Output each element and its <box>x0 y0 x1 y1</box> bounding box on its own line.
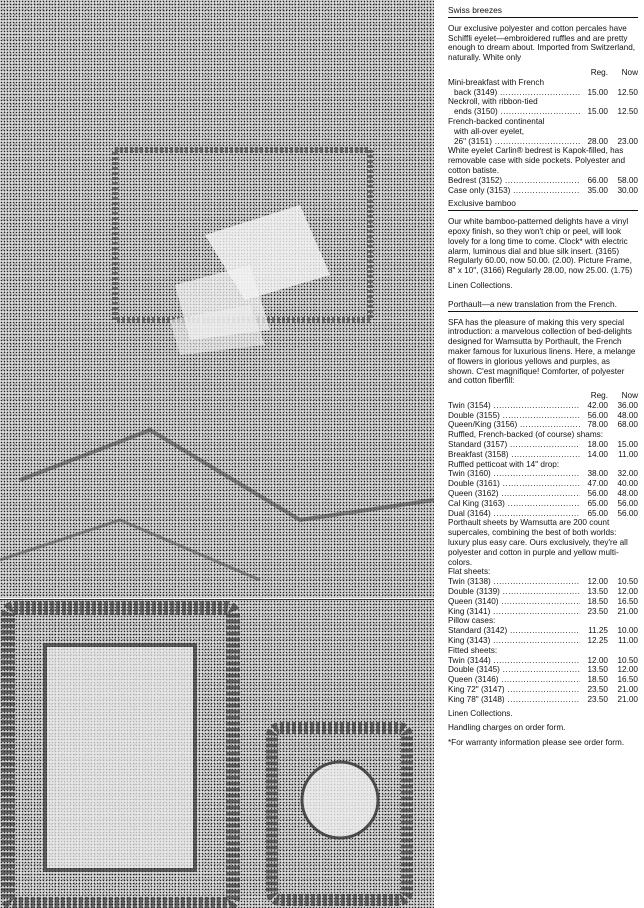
price-now: 12.50 <box>617 87 638 97</box>
bedrest-row <box>448 186 638 196</box>
swiss-item-name: Mini-breakfast with French <box>448 77 545 87</box>
price-row <box>448 411 638 421</box>
bamboo-products-photo <box>0 599 434 908</box>
price-now: 21.00 <box>617 685 638 694</box>
now-column-label: Now <box>621 67 638 77</box>
price-now: 68.00 <box>617 420 638 430</box>
price-now: 32.00 <box>617 469 638 479</box>
item-name: Standard (3142) ..... <box>448 626 580 636</box>
price-now: 15.00 <box>617 440 638 450</box>
item-name: Case only (3153) ..... <box>448 186 580 196</box>
price-reg: 65.00 <box>587 508 608 518</box>
price-row <box>448 489 638 499</box>
warranty-note: *For warranty information please see order form. <box>448 738 625 748</box>
item-name: Double (3161) ..... <box>448 479 580 489</box>
price-reg: 13.50 <box>587 587 608 597</box>
now-column-label: Now <box>621 391 638 401</box>
reg-column-label: Reg. <box>590 67 608 77</box>
bamboo-products-outline <box>0 600 434 908</box>
price-row <box>448 577 638 587</box>
swiss-item-sub: 26" (3151) ..... <box>454 137 580 147</box>
price-reg: 23.50 <box>587 694 608 704</box>
price-now: 21.00 <box>617 694 638 704</box>
price-reg: 18.50 <box>587 675 608 685</box>
bamboo-body: Our white bamboo-patterned delights have a vinyl epoxy finish, so they won't chip or peel, will look lovely for a long time to come. Clock* with electric alarm, luminous dial and blue silk insert. (3165) Regularly 60.00, now 50.00. (2.00). Picture Frame, 8" x 10", (3166) Regularly 28.00, now 25.00. (1.75) <box>448 217 633 276</box>
price-reg: 56.00 <box>587 489 608 499</box>
price-now: 36.00 <box>617 400 638 410</box>
price-reg: 18.00 <box>587 440 608 450</box>
bedrest-note: White eyelet Carlin® bedrest is Kapok-filled, has removable case with side pockets. Polyester and cotton batiste. <box>448 146 626 175</box>
porthault-heading: Porthault—a new translation from the French. <box>448 300 638 312</box>
fitted-sheets-list <box>448 656 638 705</box>
price-now: 40.00 <box>617 479 638 489</box>
reg-column-label: Reg. <box>590 391 608 401</box>
price-reg: 35.00 <box>587 185 608 195</box>
price-row <box>448 450 638 460</box>
swiss-item-name-2: with all-over eyelet, <box>454 126 525 136</box>
price-reg: 11.25 <box>588 626 608 636</box>
price-row <box>448 420 638 430</box>
flat-sheets-list <box>448 577 638 616</box>
swiss-item-sub: ends (3150) ..... <box>454 107 580 117</box>
price-reg: 13.50 <box>587 665 608 675</box>
item-name: King 72" (3147) ..... <box>448 685 580 695</box>
swiss-heading: Swiss breezes <box>448 6 638 18</box>
item-name: Double (3139) ..... <box>448 587 580 597</box>
swiss-item <box>448 117 638 146</box>
price-row <box>448 665 638 675</box>
item-name: Breakfast (3158) ..... <box>448 450 580 460</box>
price-row <box>448 479 638 489</box>
fitted-sheets-label: Fitted sheets: <box>448 645 498 655</box>
price-now: 10.00 <box>617 626 638 636</box>
bedroom-photo-outline <box>0 0 434 598</box>
price-row <box>448 509 638 519</box>
item-name: King (3141) ..... <box>448 607 580 617</box>
price-now: 21.00 <box>617 606 638 616</box>
price-row <box>448 656 638 666</box>
pillow-cases-label: Pillow cases: <box>448 616 496 626</box>
price-reg: 65.00 <box>587 498 608 508</box>
swiss-item-sub: back (3149) ..... <box>454 88 580 98</box>
item-name: Queen (3162) ..... <box>448 489 580 499</box>
price-reg: 47.00 <box>587 479 608 489</box>
item-name: Twin (3160) ..... <box>448 469 580 479</box>
price-now: 56.00 <box>617 498 638 508</box>
price-row <box>448 587 638 597</box>
swiss-item <box>448 97 638 117</box>
item-name: Queen (3146) ..... <box>448 675 580 685</box>
price-now: 12.50 <box>617 107 638 117</box>
shams-label: Ruffled, French-backed (of course) shams: <box>448 430 604 440</box>
price-reg: 18.50 <box>587 596 608 606</box>
porthault-footer-collections: Linen Collections. <box>448 708 513 718</box>
price-reg: 12.25 <box>587 636 608 646</box>
price-reg: 28.00 <box>587 136 608 146</box>
price-now: 12.00 <box>617 665 638 675</box>
item-name: King 78" (3148) ..... <box>448 695 580 705</box>
price-reg: 12.00 <box>587 577 608 587</box>
swiss-price-header <box>448 68 638 78</box>
item-name: Cal King (3163) ..... <box>448 499 580 509</box>
price-row <box>448 597 638 607</box>
price-now: 30.00 <box>617 185 638 195</box>
price-now: 16.50 <box>617 596 638 606</box>
price-reg: 66.00 <box>587 175 608 185</box>
swiss-item <box>448 78 638 98</box>
price-now: 58.00 <box>617 175 638 185</box>
item-name: Queen/King (3156) ..... <box>448 420 580 430</box>
price-now: 10.50 <box>617 577 638 587</box>
swiss-intro: Our exclusive polyester and cotton percales have Schiffli eyelet—embroidered ruffles and are pretty enough to dream about. Imported from Switzerland, naturally. White only <box>448 23 636 63</box>
bamboo-footer: Linen Collections. <box>448 280 513 290</box>
price-reg: 38.00 <box>587 469 608 479</box>
item-name: Twin (3138) ..... <box>448 577 580 587</box>
item-name: Standard (3157) ..... <box>448 440 580 450</box>
price-row <box>448 636 638 646</box>
price-row <box>448 401 638 411</box>
item-name: Double (3145) ..... <box>448 665 580 675</box>
price-reg: 15.00 <box>587 107 608 117</box>
price-now: 48.00 <box>617 410 638 420</box>
flat-sheets-label: Flat sheets: <box>448 567 491 577</box>
price-row <box>448 607 638 617</box>
item-name: Twin (3154) ..... <box>448 401 580 411</box>
price-reg: 23.50 <box>587 606 608 616</box>
shams-list <box>448 440 638 460</box>
price-row <box>448 440 638 450</box>
price-row <box>448 469 638 479</box>
bamboo-heading: Exclusive bamboo <box>448 199 638 211</box>
price-reg: 56.00 <box>587 410 608 420</box>
price-reg: 78.00 <box>587 420 608 430</box>
porthault-price-header <box>448 391 638 401</box>
bedrest-row <box>448 176 638 186</box>
sheets-note: Porthault sheets by Wamsutta are 200 count supercales, combining the best of both worlds: luxury plus easy care. Ours exclusively, they're all polyester and cotton in purple and yellow multi-colors. <box>448 518 628 567</box>
price-reg: 12.00 <box>587 655 608 665</box>
price-reg: 15.00 <box>587 87 608 97</box>
item-name: Queen (3140) ..... <box>448 597 580 607</box>
price-row <box>448 675 638 685</box>
handling-note: Handling charges on order form. <box>448 723 566 733</box>
bedroom-photo <box>0 0 434 598</box>
swiss-item-name: French-backed continental <box>448 116 545 126</box>
price-reg: 23.50 <box>587 685 608 694</box>
price-row <box>448 685 638 695</box>
price-row <box>448 695 638 705</box>
price-row <box>448 626 638 636</box>
item-name: Twin (3144) ..... <box>448 656 580 666</box>
price-now: 11.00 <box>618 636 638 646</box>
price-now: 56.00 <box>617 508 638 518</box>
price-now: 48.00 <box>617 489 638 499</box>
price-now: 11.00 <box>618 449 638 459</box>
comforter-list <box>448 401 638 430</box>
price-now: 10.50 <box>617 655 638 665</box>
item-name: Double (3155) ..... <box>448 411 580 421</box>
pillow-cases-list <box>448 626 638 646</box>
item-name: King (3143) ..... <box>448 636 580 646</box>
petticoat-label: Ruffled petticoat with 14" drop: <box>448 459 560 469</box>
item-name: Dual (3164) ..... <box>448 509 580 519</box>
item-name: Bedrest (3152) ..... <box>448 176 580 186</box>
price-reg: 14.00 <box>587 449 608 459</box>
price-reg: 42.00 <box>587 400 608 410</box>
price-now: 16.50 <box>617 675 638 685</box>
price-now: 23.00 <box>617 136 638 146</box>
porthault-intro: SFA has the pleasure of making this very special introduction: a marvelous collection of bed-delights designed for Wamsutta by Porthault, the French maker famous for luxurious linens. Here, a melange of flowers in glorious yellows and purples, as shown. C'est magnifique! Comforter, of polyester and cotton fiberfill: <box>448 317 636 386</box>
petticoat-list <box>448 469 638 518</box>
catalog-text-column <box>448 6 638 753</box>
price-now: 12.00 <box>617 587 638 597</box>
swiss-item-name: Neckroll, with ribbon-tied <box>448 97 538 107</box>
price-row <box>448 499 638 509</box>
